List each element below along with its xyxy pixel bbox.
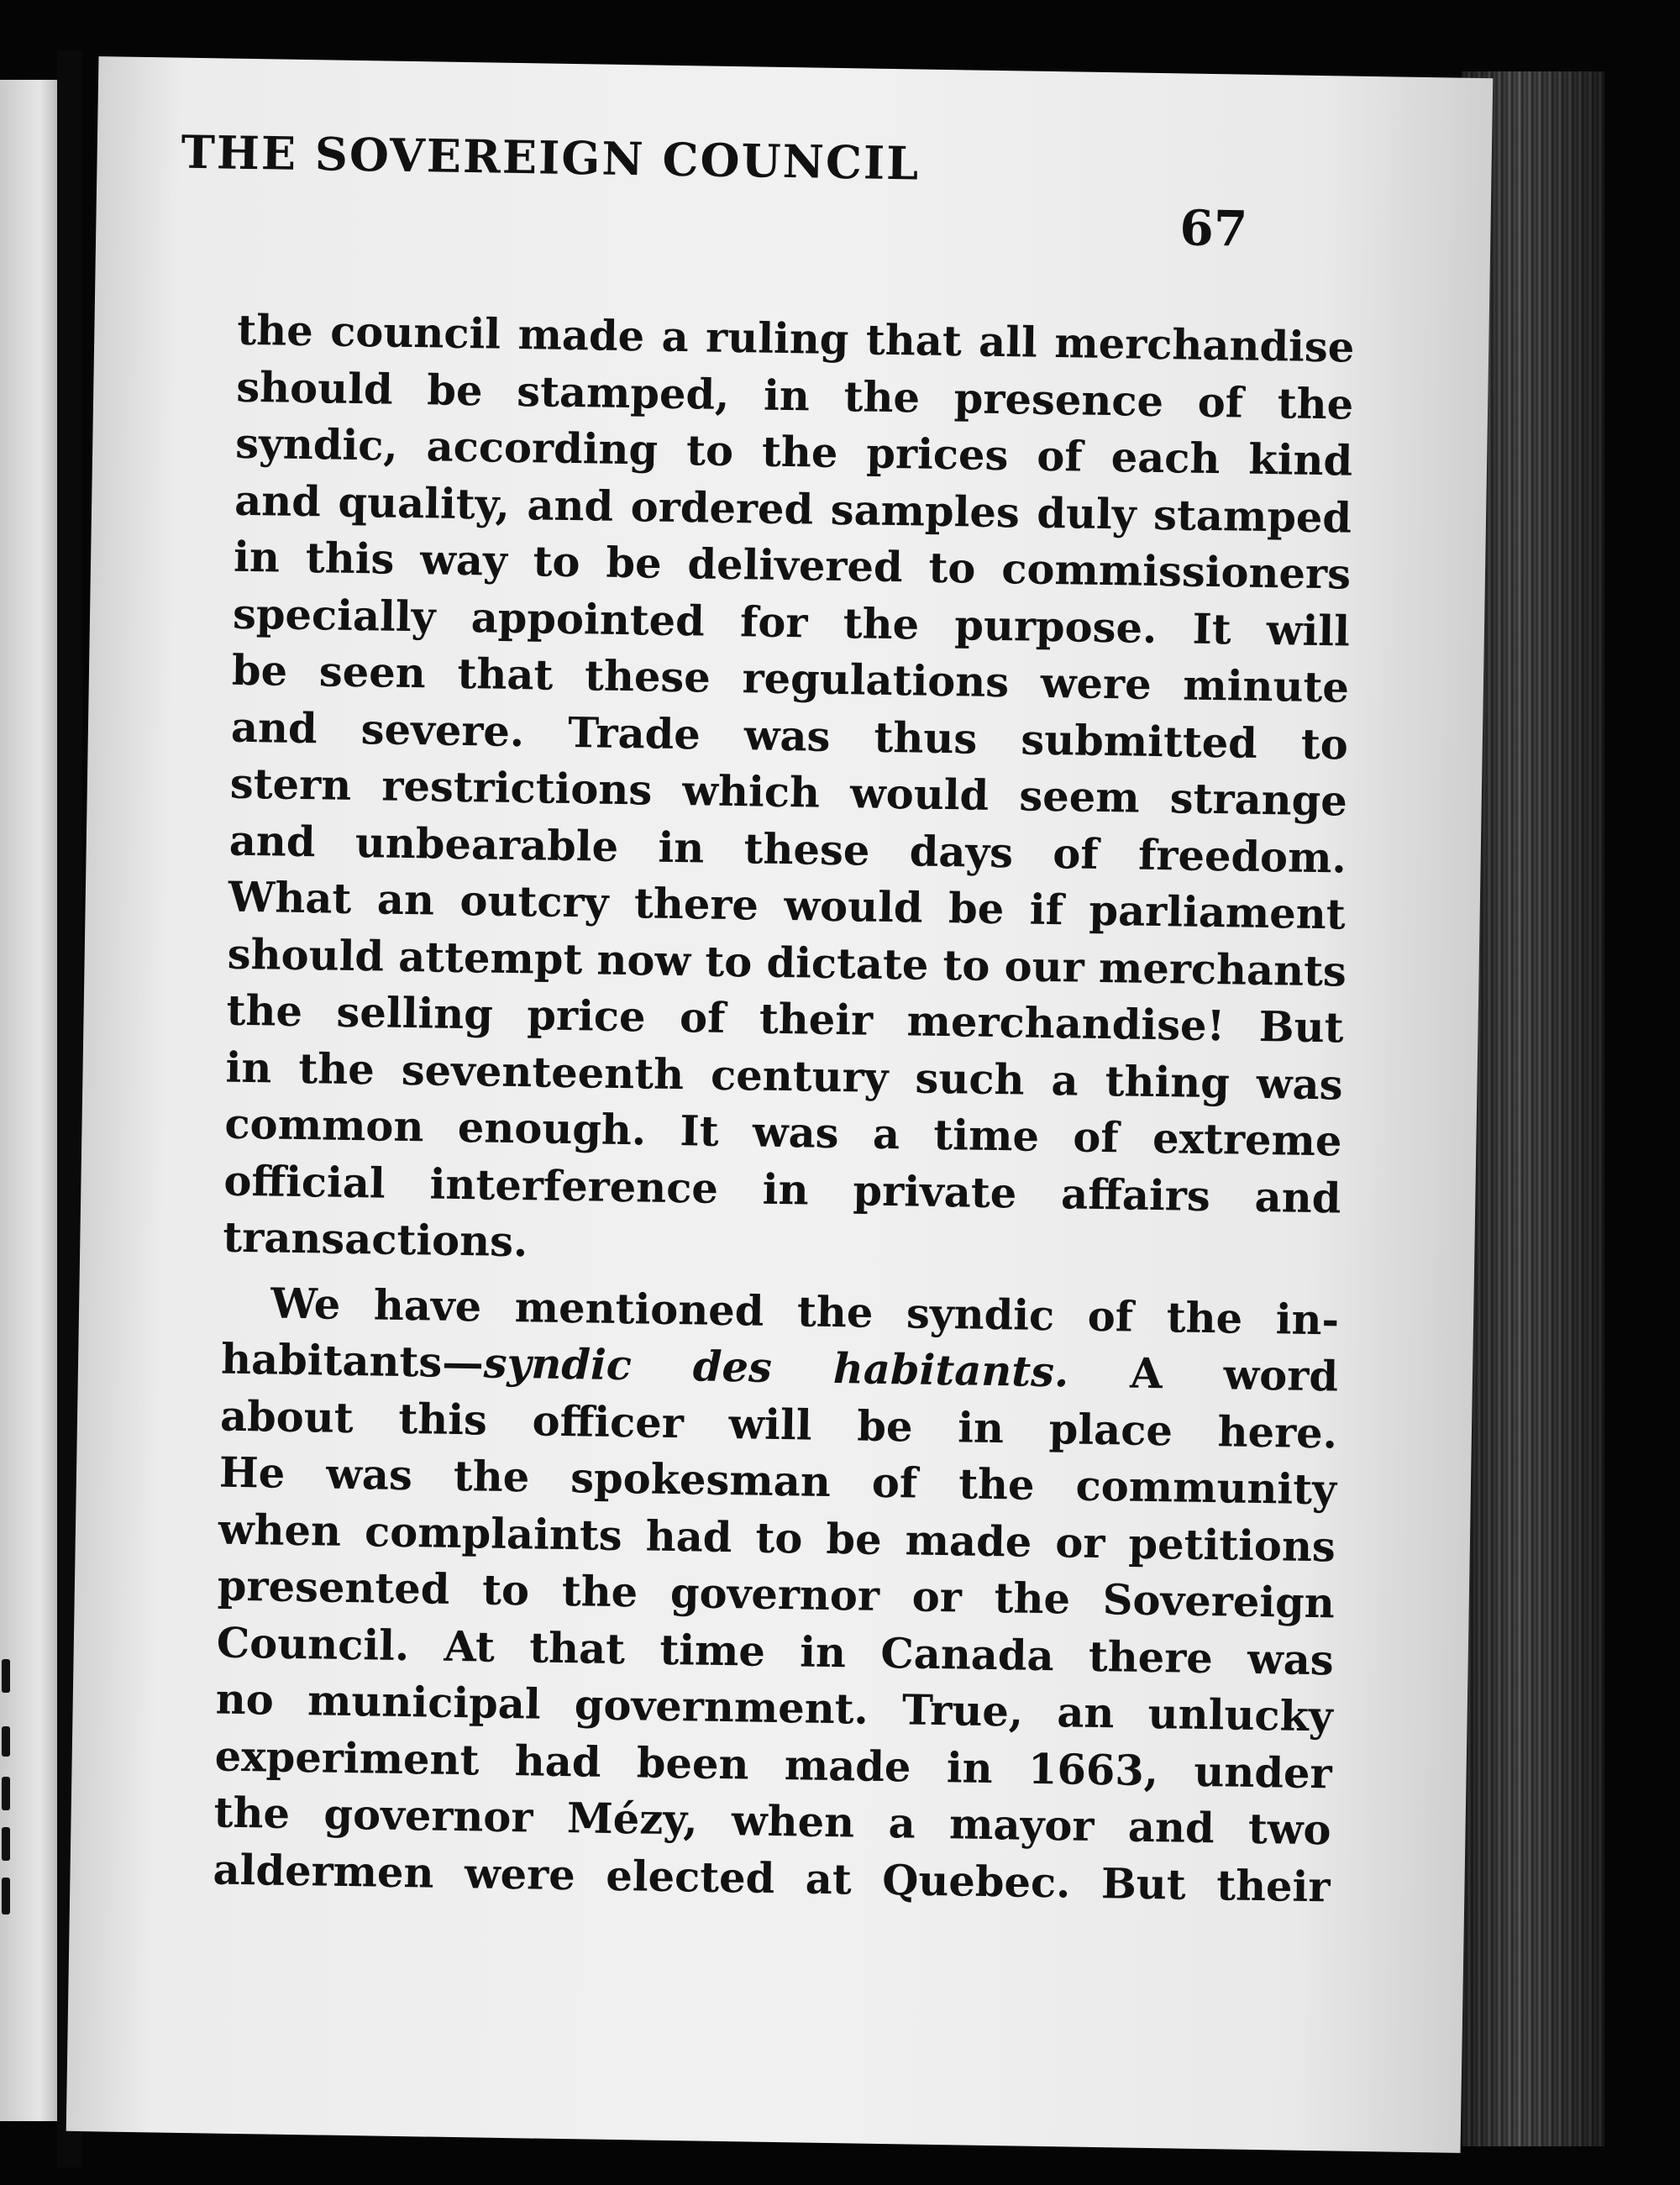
- text-span: A word: [1068, 1347, 1339, 1401]
- text-line: the selling price of their merchandise! But: [226, 985, 1344, 1053]
- paragraph-1: [223, 302, 1355, 1284]
- text-line: syndic, according to the prices of each kind: [234, 418, 1353, 486]
- text-line: specially appointed for the purpose. It will: [232, 589, 1351, 656]
- text-line: in the seventeenth century such a thing was: [225, 1043, 1343, 1110]
- text-line: should be stamped, in the presence of the: [235, 362, 1354, 429]
- text-line: the council made a ruling that all merchandise: [236, 305, 1355, 372]
- running-head-title: THE SOVEREIGN COUNCIL: [181, 124, 921, 191]
- facing-page-mark: [2, 1878, 10, 1915]
- text-line: aldermen were elected at Quebec. But their: [213, 1845, 1331, 1911]
- text-line: transactions.: [222, 1212, 528, 1267]
- text-line: be seen that these regulations were minute: [231, 645, 1350, 712]
- body-text: [213, 302, 1355, 1916]
- text-line: We have mentioned the syndic of the in-: [270, 1279, 1340, 1344]
- page-number: 67: [1179, 199, 1248, 258]
- facing-page-mark: [2, 1726, 10, 1757]
- text-line: no municipal government. True, an unlucky: [215, 1674, 1334, 1741]
- text-line: Council. At that time in Canada there was: [216, 1618, 1335, 1684]
- text-line: and quality, and ordered samples duly stamped: [234, 475, 1352, 543]
- text-line: What an outcry there would be if parliament: [228, 872, 1347, 939]
- facing-page-edge: [0, 80, 57, 2121]
- text-line: He was the spokesman of the community: [218, 1447, 1337, 1515]
- text-line: presented to the governor or the Sovereign: [217, 1561, 1336, 1628]
- text-line: and severe. Trade was thus submitted to: [230, 702, 1349, 769]
- text-line: in this way to be delivered to commissioners: [233, 532, 1352, 599]
- facing-page-mark: [2, 1827, 10, 1861]
- italic-phrase: syndic des habitants.: [483, 1338, 1069, 1397]
- facing-page-mark: [2, 1659, 10, 1693]
- text-line: experiment had been made in 1663, under: [214, 1731, 1333, 1798]
- text-line: and unbearable in these days of freedom.: [228, 816, 1347, 883]
- facing-page-mark: [2, 1777, 10, 1810]
- text-span: habitants—: [220, 1334, 485, 1388]
- text-line: about this officer will be in place here.: [219, 1391, 1338, 1458]
- text-line: when complaints had to be made or petitions: [218, 1505, 1336, 1571]
- text-line: common enough. It was a time of extreme: [224, 1099, 1342, 1166]
- paragraph-2: [213, 1274, 1339, 1915]
- book-page: [66, 56, 1494, 2153]
- text-line: should attempt now to dictate to our merchants: [227, 929, 1347, 996]
- text-line: stern restrictions which would seem strange: [229, 759, 1348, 826]
- text-line: official interference in private affairs and: [223, 1156, 1341, 1223]
- text-line: the governor Mézy, when a mayor and two: [213, 1788, 1331, 1855]
